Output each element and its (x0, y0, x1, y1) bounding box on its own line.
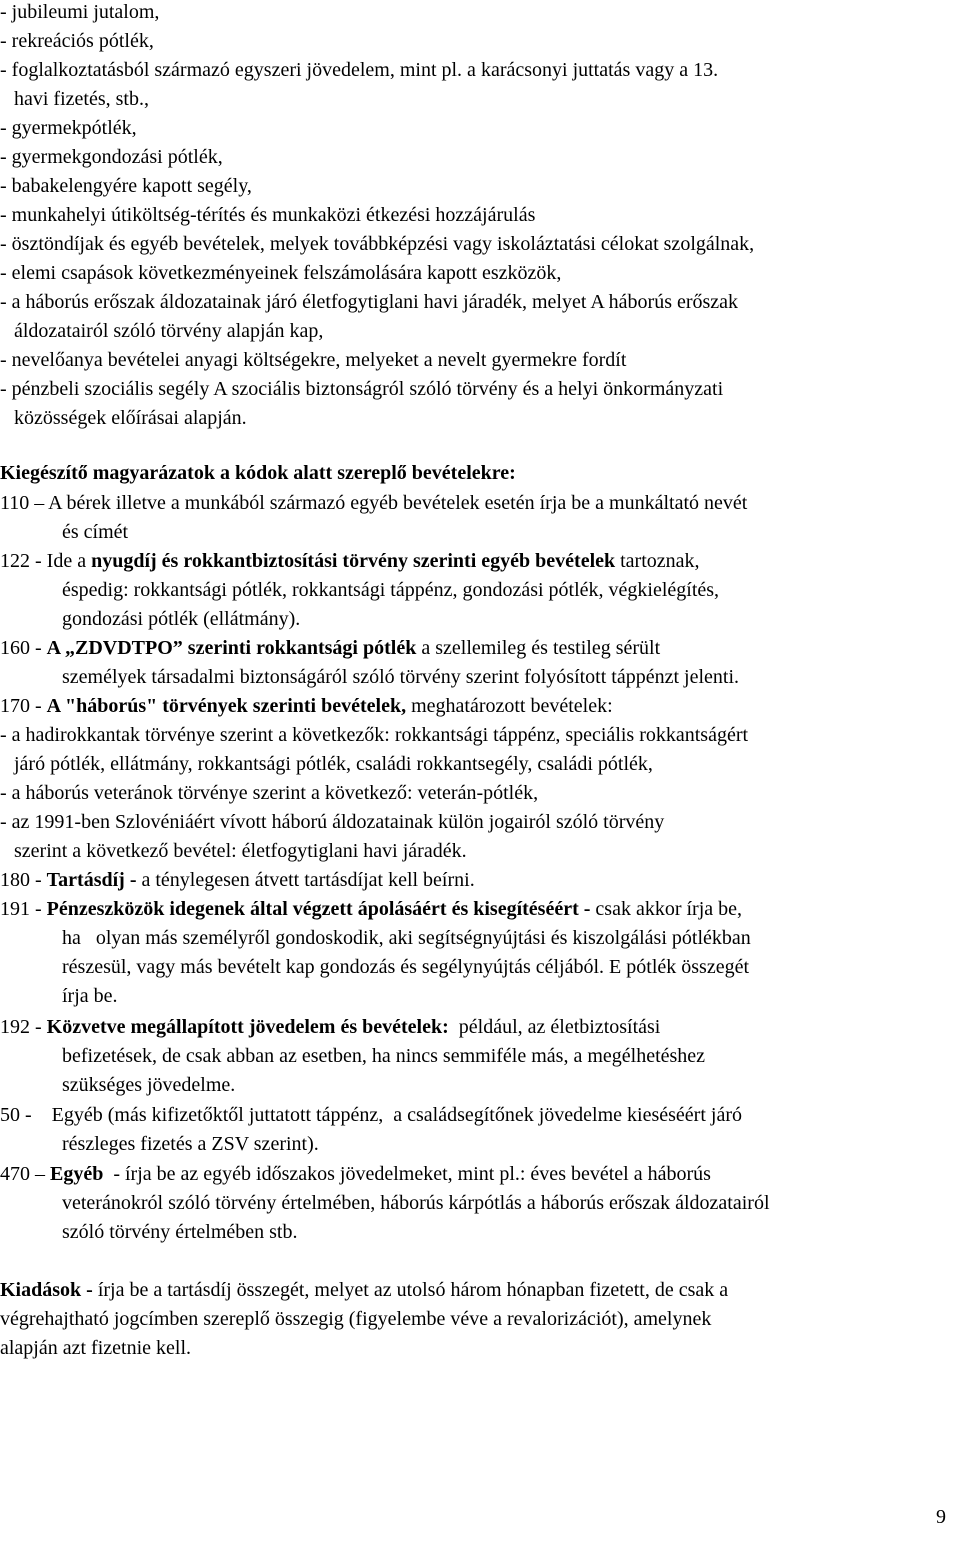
code-110-entry: 110 – A bérek illetve a munkából származó egyéb bevételek esetén írja be a munkáltató nevét (0, 492, 748, 514)
list-item: - babakelengyére kapott segély, (0, 175, 252, 197)
code-192-continuation: szükséges jövedelme. (62, 1074, 236, 1096)
expenses-paragraph-line: alapján azt fizetnie kell. (0, 1337, 192, 1359)
code-50-continuation: részleges fizetés a ZSV szerint). (62, 1133, 319, 1155)
list-item-continuation: áldozatairól szóló törvény alapján kap, (14, 320, 324, 342)
code-470-continuation: szóló törvény értelmében stb. (62, 1221, 298, 1243)
code-170-subitem: - a háborús veteránok törvénye szerint a következő: veterán-pótlék, (0, 782, 539, 804)
page-number: 9 (936, 1506, 946, 1528)
list-item: - gyermekpótlék, (0, 117, 137, 139)
list-item: - rekreációs pótlék, (0, 30, 154, 52)
code-170-subitem-continuation: szerint a következő bevétel: életfogytiglani havi járadék. (14, 840, 467, 862)
code-191-entry: 191 - Pénzeszközök idegenek által végzett ápolásáért és kisegítéséért - csak akkor írja be, (0, 898, 743, 920)
code-470-continuation: veteránokról szóló törvény értelmében, háborús kárpótlás a háborús erőszak áldozatairól (62, 1192, 770, 1214)
code-192-entry: 192 - Közvetve megállapított jövedelem és bevételek: például, az életbiztosítási (0, 1016, 661, 1038)
code-170-subitem-continuation: járó pótlék, ellátmány, rokkantsági pótlék, családi rokkantsegély, családi pótlék, (14, 753, 653, 775)
list-item: - pénzbeli szociális segély A szociális biztonságról szóló törvény és a helyi önkormányzati (0, 378, 724, 400)
code-180-entry: 180 - Tartásdíj - a ténylegesen átvett tartásdíjat kell beírni. (0, 869, 475, 891)
code-470-entry: 470 – Egyéb - írja be az egyéb időszakos jövedelmeket, mint pl.: éves bevétel a háborús (0, 1163, 711, 1185)
section-heading: Kiegészítő magyarázatok a kódok alatt szereplő bevételekre: (0, 462, 516, 484)
list-item: - gyermekgondozási pótlék, (0, 146, 223, 168)
code-191-continuation: ha olyan más személyről gondoskodik, aki segítségnyújtási és kiszolgálási pótlékban (62, 927, 751, 949)
code-170-entry: 170 - A "háborús" törvények szerinti bevételek, meghatározott bevételek: (0, 695, 613, 717)
code-122-continuation: gondozási pótlék (ellátmány). (62, 608, 301, 630)
code-122-entry: 122 - Ide a nyugdíj és rokkantbiztosítási törvény szerinti egyéb bevételek tartoznak, (0, 550, 700, 572)
code-160-entry: 160 - A „ZDVDTPO” szerinti rokkantsági pótlék a szellemileg és testileg sérült (0, 637, 661, 659)
list-item: - nevelőanya bevételei anyagi költségekre, melyeket a nevelt gyermekre fordít (0, 349, 627, 371)
code-170-subitem: - az 1991-ben Szlovéniáért vívott háború áldozatainak külön jogairól szóló törvény (0, 811, 665, 833)
code-110-continuation: és címét (62, 521, 129, 543)
code-191-continuation: részesül, vagy más bevételt kap gondozás és segélynyújtás céljából. E pótlék összegét (62, 956, 750, 978)
list-item-continuation: havi fizetés, stb., (14, 88, 149, 110)
list-item: - ösztöndíjak és egyéb bevételek, melyek továbbképzési vagy iskoláztatási célokat szolgálnak, (0, 233, 755, 255)
list-item: - a háborús erőszak áldozatainak járó életfogytiglani havi járadék, melyet A háborús erőszak (0, 291, 739, 313)
list-item: - elemi csapások következményeinek felszámolására kapott eszközök, (0, 262, 562, 284)
code-160-continuation: személyek társadalmi biztonságáról szóló törvény szerint folyósított táppénzt jelenti. (62, 666, 740, 688)
list-item: - foglalkoztatásból származó egyszeri jövedelem, mint pl. a karácsonyi juttatás vagy a 13. (0, 59, 719, 81)
code-191-continuation: írja be. (62, 985, 118, 1007)
code-50-entry: 50 - Egyéb (más kifizetőktől juttatott táppénz, a családsegítőnek jövedelme kieséséért járó (0, 1104, 742, 1126)
expenses-paragraph: Kiadások - írja be a tartásdíj összegét, melyet az utolsó három hónapban fizetett, de csak a (0, 1279, 729, 1301)
code-122-continuation: éspedig: rokkantsági pótlék, rokkantsági táppénz, gondozási pótlék, végkielégítés, (62, 579, 720, 601)
expenses-paragraph-line: végrehajtható jogcímben szereplő összegig (figyelembe véve a revalorizációt), amelynek (0, 1308, 712, 1330)
list-item: - munkahelyi útiköltség-térítés és munkaközi étkezési hozzájárulás (0, 204, 536, 226)
list-item: - jubileumi jutalom, (0, 1, 160, 23)
code-170-subitem: - a hadirokkantak törvénye szerint a következők: rokkantsági táppénz, speciális rokkantságért (0, 724, 749, 746)
code-192-continuation: befizetések, de csak abban az esetben, ha nincs semmiféle más, a megélhetéshez (62, 1045, 706, 1067)
list-item-continuation: közösségek előírásai alapján. (14, 407, 247, 429)
